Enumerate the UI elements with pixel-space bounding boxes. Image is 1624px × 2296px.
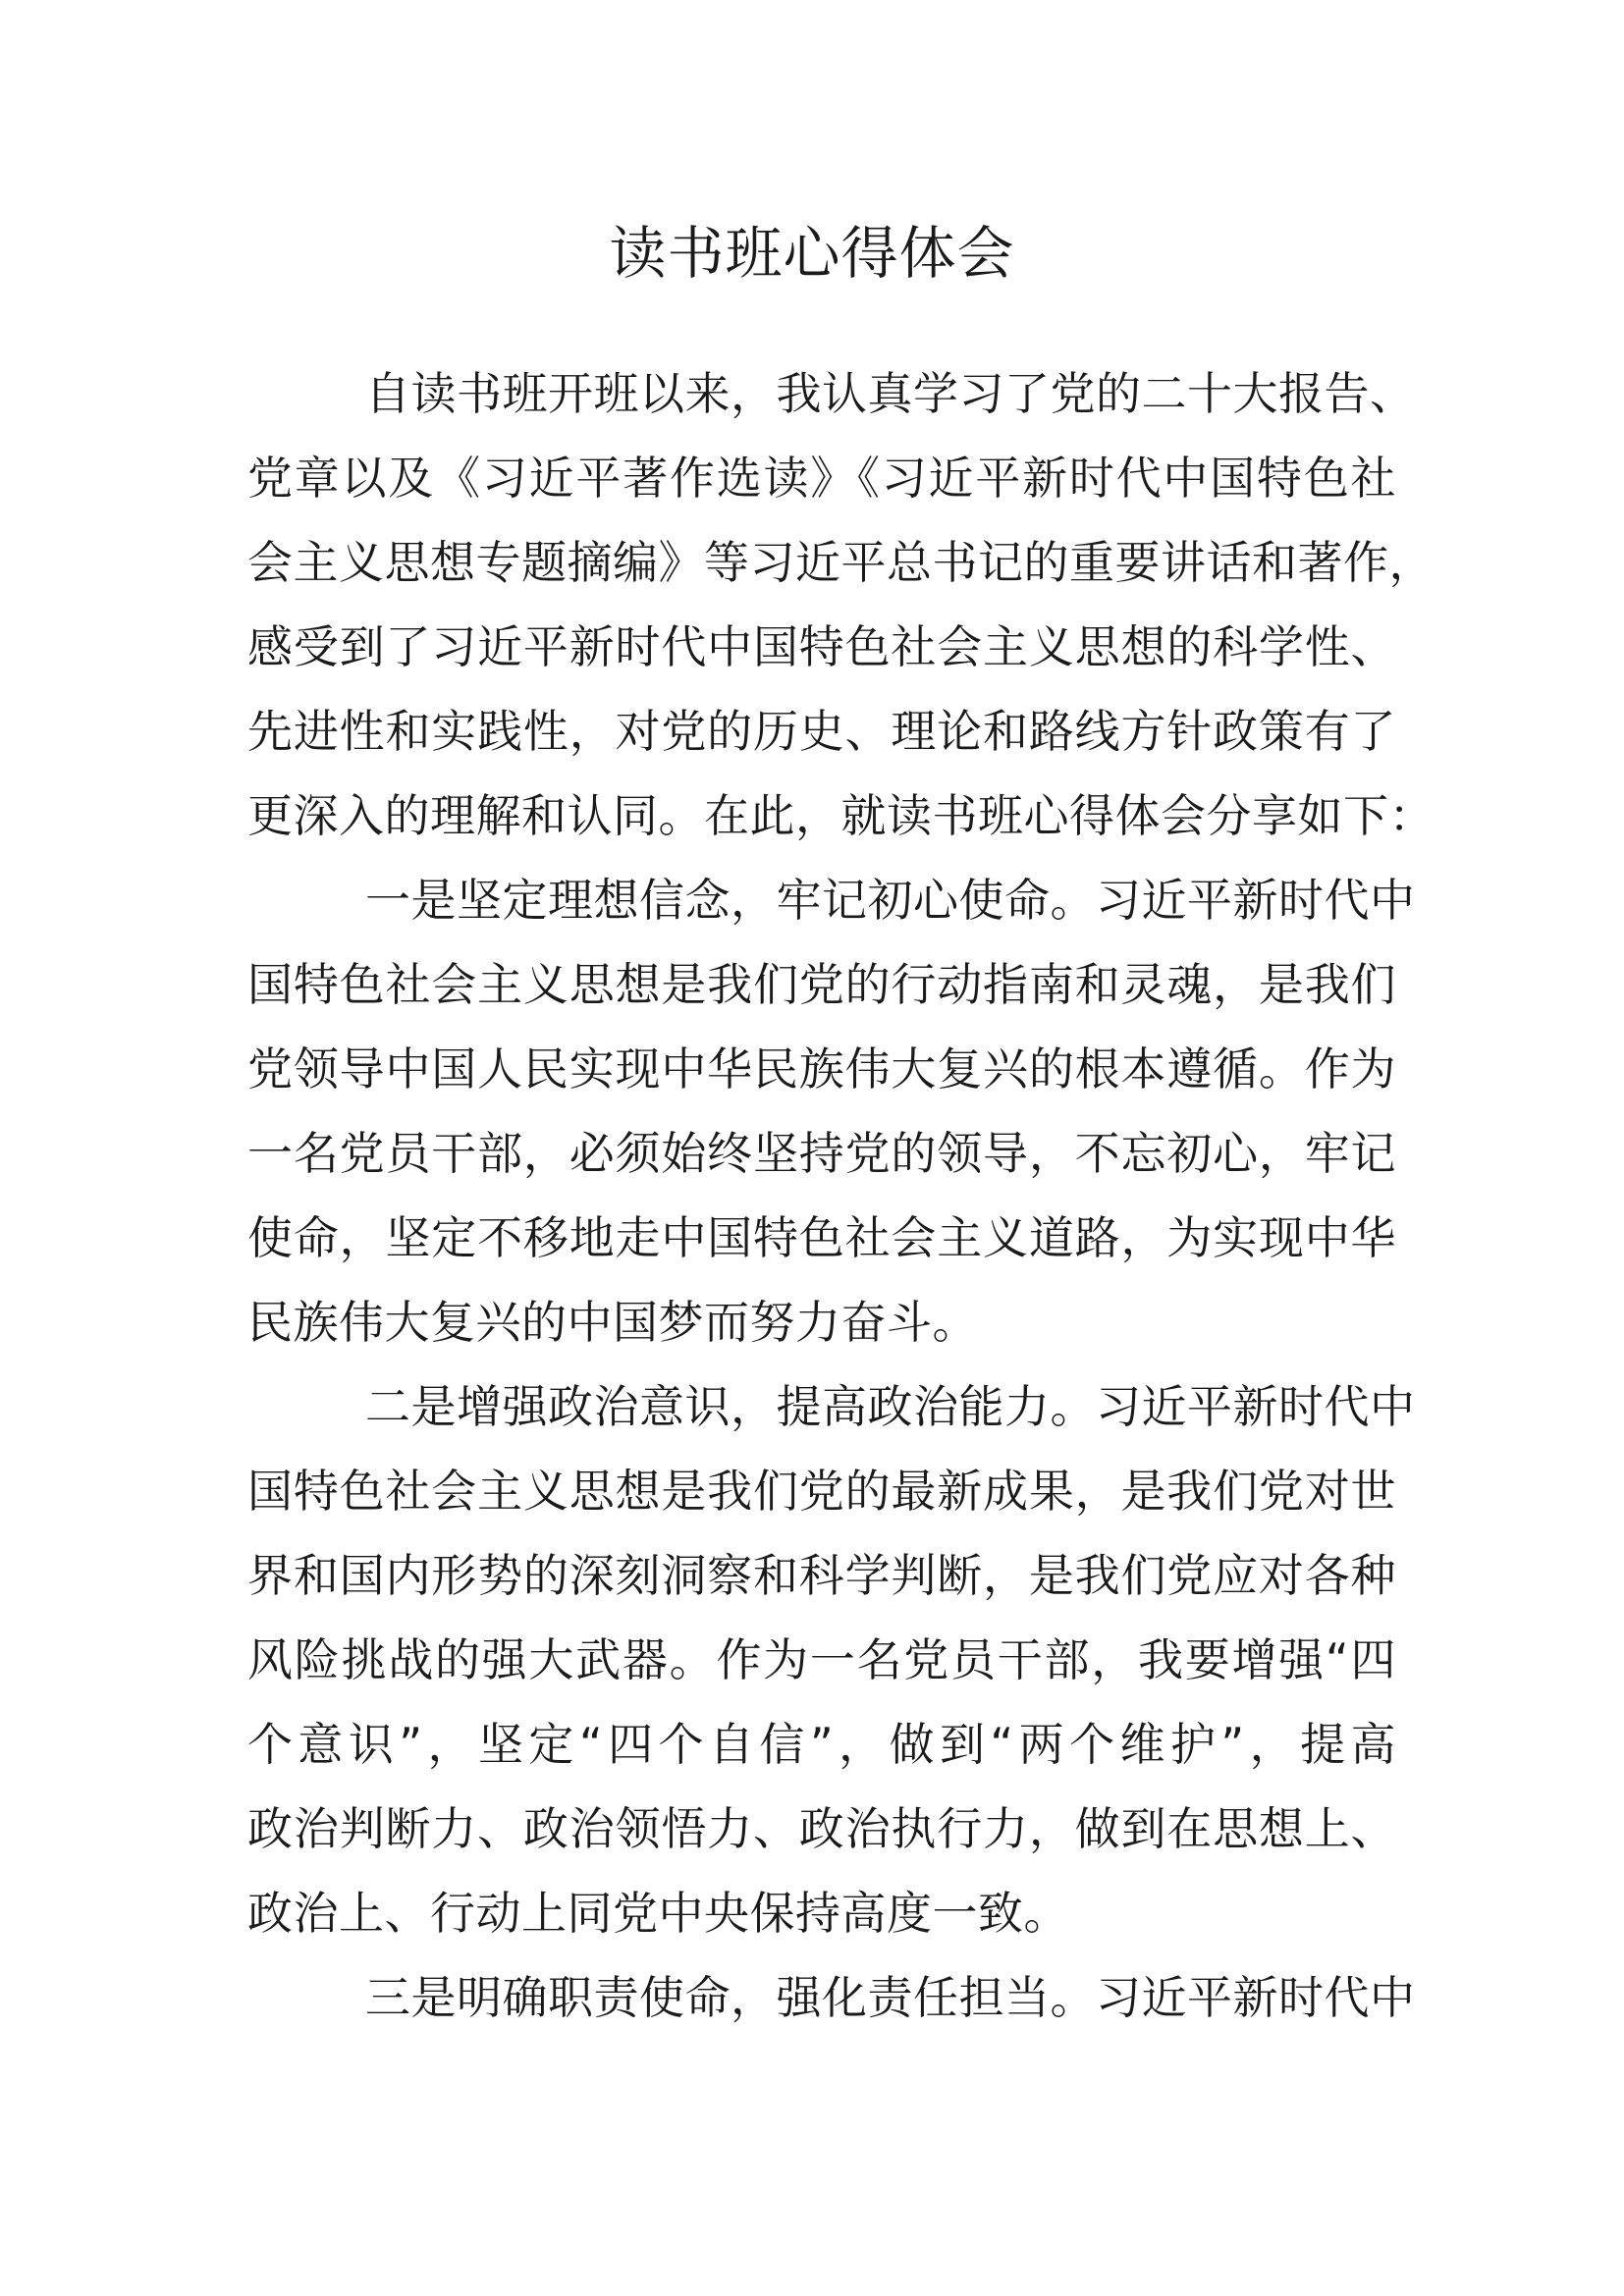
paragraph-2-line-2: 国特色社会主义思想是我们党的行动指南和灵魂，是我们 [247,958,1396,1011]
paragraph-3-line-1: 二是增强政治意识，提高政治能力。习近平新时代中 [365,1380,1416,1433]
paragraph-2-line-5: 使命，坚定不移地走中国特色社会主义道路，为实现中华 [247,1211,1396,1264]
paragraph-2-line-6: 民族伟大复兴的中国梦而努力奋斗。 [247,1296,978,1349]
paragraph-1-line-5: 先进性和实践性，对党的历史、理论和路线方针政策有了 [247,705,1396,758]
paragraph-2-line-3: 党领导中国人民实现中华民族伟大复兴的根本遵循。作为 [247,1042,1396,1095]
document-body [247,351,1435,2040]
paragraph-1-line-2: 党章以及《习近平著作选读》《习近平新时代中国特色社 [247,452,1396,505]
paragraph-3-line-5: 个意识”，坚定“四个自信”，做到“两个维护”，提高 [247,1718,1396,1771]
paragraph-1-line-1: 自读书班开班以来，我认真学习了党的二十大报告、 [365,367,1416,420]
paragraph-3-line-6: 政治判断力、政治领悟力、政治执行力，做到在思想上、 [247,1802,1396,1855]
paragraph-3-line-2: 国特色社会主义思想是我们党的最新成果，是我们党对世 [247,1465,1396,1518]
document-title: 读书班心得体会 [609,220,1015,287]
paragraph-3-line-3: 界和国内形势的深刻洞察和科学判断，是我们党应对各种 [247,1549,1396,1602]
paragraph-2-line-1: 一是坚定理想信念，牢记初心使命。习近平新时代中 [365,874,1416,927]
paragraph-2-line-4: 一名党员干部，必须始终坚持党的领导，不忘初心，牢记 [247,1127,1396,1180]
paragraph-3-line-7: 政治上、行动上同党中央保持高度一致。 [247,1887,1069,1940]
paragraph-4-line-1: 三是明确职责使命，强化责任担当。习近平新时代中 [365,1971,1416,2024]
paragraph-1-line-4: 感受到了习近平新时代中国特色社会主义思想的科学性、 [247,620,1396,673]
paragraph-1-line-6: 更深入的理解和认同。在此，就读书班心得体会分享如下： [247,789,1435,842]
paragraph-1-line-3: 会主义思想专题摘编》等习近平总书记的重要讲话和著作， [247,536,1435,589]
paragraph-3-line-4: 风险挑战的强大武器。作为一名党员干部，我要增强“四 [247,1633,1396,1686]
